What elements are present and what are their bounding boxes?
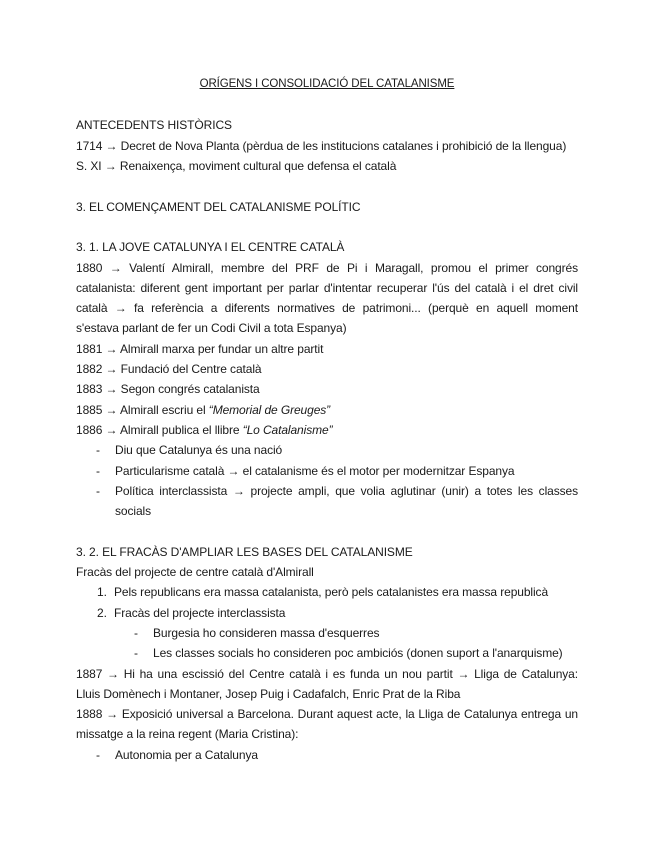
antecedents-line-1714: 1714 → Decret de Nova Planta (pèrdua de les institucions catalanes i prohibició de la llengua) (76, 139, 567, 153)
section-3-2-heading: 3. 2. EL FRACÀS D'AMPLIAR LES BASES DEL CATALANISME (76, 545, 413, 559)
number-marker: 2. (97, 606, 107, 620)
section-3-1-heading: 3. 1. LA JOVE CATALUNYA I EL CENTRE CATALÀ (76, 240, 345, 254)
document-title: ORÍGENS I CONSOLIDACIÓ DEL CATALANISME (199, 78, 455, 90)
bullet-text: Autonomia per a Catalunya (115, 748, 258, 762)
number-marker: 1. (97, 585, 107, 599)
paragraph-1880-line-1: 1880 → Valentí Almirall, membre del PRF de Pi i Maragall, promou el primer congrés (76, 261, 578, 275)
bullet-text: Política interclassista → projecte ampli, que volia aglutinar (unir) a totes les classes (115, 484, 578, 498)
line-1886 (76, 421, 578, 439)
bullet-marker: - (96, 748, 100, 762)
section-3-2-intro: Fracàs del projecte de centre català d'Almirall (76, 565, 314, 579)
bullet-marker: - (134, 646, 138, 660)
line-1885 (76, 401, 578, 419)
antecedents-heading: ANTECEDENTS HISTÒRICS (76, 118, 232, 132)
line-1886-text: 1886 → Almirall publica el llibre (76, 423, 243, 437)
bullet-marker: - (134, 626, 138, 640)
bullet-text: Burgesia ho consideren massa d'esquerres (153, 626, 380, 640)
paragraph-1888-line-2: missatge a la reina regent (Maria Cristina): (76, 727, 299, 741)
bullet-marker: - (96, 443, 100, 457)
lo-catalanisme-title: “Lo Catalanisme” (242, 423, 333, 437)
numbered-item-text: Pels republicans era massa catalanista, però pels catalanistes era massa republicà (114, 585, 549, 599)
bullet-text: Diu que Catalunya és una nació (115, 443, 283, 457)
numbered-item-text: Fracàs del projecte interclassista (114, 606, 286, 620)
memorial-de-greuges-title: “Memorial de Greuges” (208, 403, 331, 417)
paragraph-1887-line-1: 1887 → Hi ha una escissió del Centre català i es funda un nou partit → Lliga de Catalunya: (76, 667, 578, 681)
paragraph-1888-line-1: 1888 → Exposició universal a Barcelona. Durant aquest acte, la Lliga de Catalunya entrega un (76, 707, 578, 721)
section-3-heading: 3. EL COMENÇAMENT DEL CATALANISME POLÍTIC (76, 200, 361, 214)
bullet-text: Les classes socials ho consideren poc ambiciós (donen suport a l'anarquisme) (153, 646, 563, 660)
paragraph-1880-line-4: s'estava parlant de fer un Codi Civil a tota Espanya) (76, 321, 347, 335)
paragraph-1880-line-2: catalanista: diferent gent important per parlar d'intentar recuperar l'ús del català i el dret civil (76, 281, 578, 295)
line-1881: 1881 → Almirall marxa per fundar un altre partit (76, 342, 324, 356)
bullet-text: socials (115, 504, 151, 518)
bullet-marker: - (96, 484, 100, 498)
bullet-text: Particularisme català → el catalanisme és el motor per modernitzar Espanya (115, 464, 515, 478)
paragraph-1880-line-3: català → fa referència a diferents normatives de patrimoni... (perquè en aquell moment (76, 301, 578, 315)
bullet-marker: - (96, 464, 100, 478)
line-1882: 1882 → Fundació del Centre català (76, 362, 262, 376)
antecedents-line-sxi: S. XI → Renaixença, moviment cultural que defensa el català (76, 159, 397, 173)
paragraph-1887-line-2: Lluis Domènech i Montaner, Josep Puig i Cadafalch, Enric Prat de la Riba (76, 687, 461, 701)
line-1885-text: 1885 → Almirall escriu el (76, 403, 209, 417)
line-1883: 1883 → Segon congrés catalanista (76, 382, 260, 396)
